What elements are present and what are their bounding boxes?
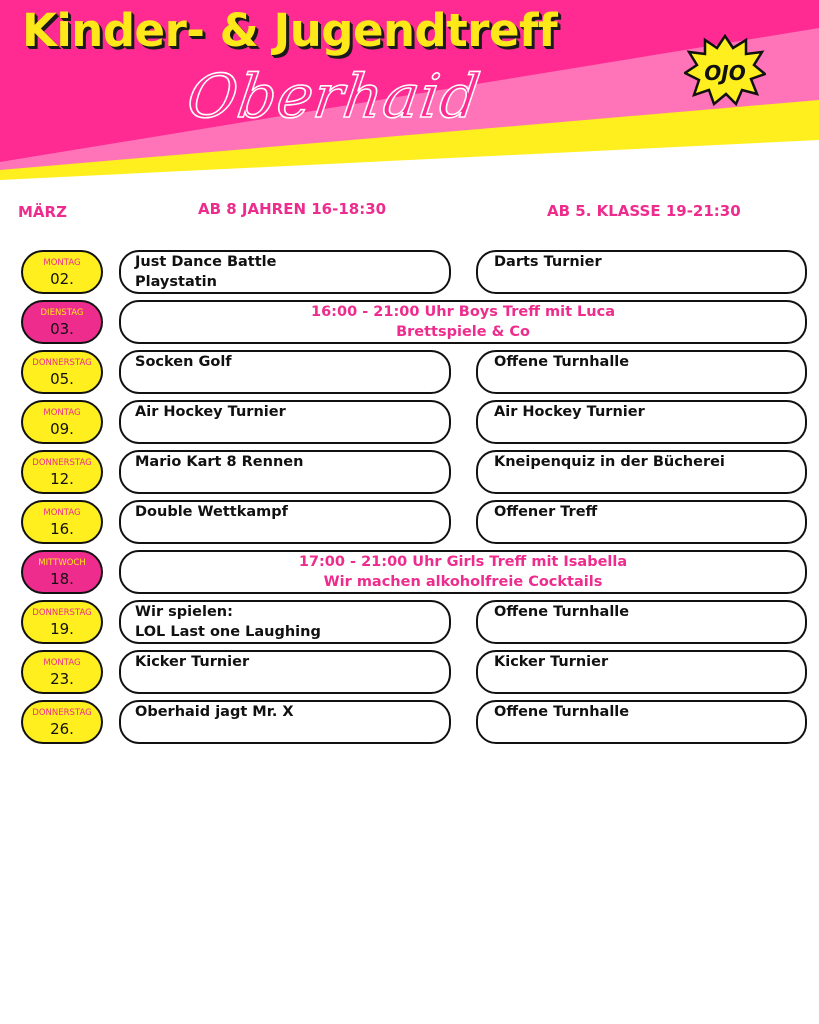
date-badge bbox=[21, 250, 103, 294]
event-text: Kicker Turnier bbox=[494, 654, 609, 670]
event-box-group2 bbox=[476, 250, 807, 294]
event-text: Offener Treff bbox=[494, 504, 598, 520]
event-box-group1 bbox=[119, 650, 451, 694]
event-text: Kicker Turnier bbox=[135, 654, 250, 670]
event-text: Brettspiele & Co bbox=[396, 324, 530, 340]
date-badge bbox=[21, 700, 103, 744]
event-text: 17:00 - 21:00 Uhr Girls Treff mit Isabella bbox=[298, 554, 628, 570]
event-text: Offene Turnhalle bbox=[494, 604, 630, 620]
weekday-label: MONTAG bbox=[43, 258, 81, 268]
date-number: 18. bbox=[50, 570, 74, 588]
date-number: 16. bbox=[50, 520, 74, 538]
event-text: Just Dance Battle bbox=[135, 254, 277, 270]
page-subtitle: Oberhaid bbox=[183, 62, 485, 132]
event-box-group1 bbox=[119, 350, 451, 394]
special-event-box bbox=[119, 550, 807, 594]
event-text: Kneipenquiz in der Bücherei bbox=[494, 454, 725, 470]
weekday-label: DONNERSTAG bbox=[32, 358, 92, 368]
event-box-group2 bbox=[476, 500, 807, 544]
date-number: 05. bbox=[50, 370, 74, 388]
event-box-group1 bbox=[119, 400, 451, 444]
event-box-group1 bbox=[119, 500, 451, 544]
date-number: 09. bbox=[50, 420, 74, 438]
event-text: Mario Kart 8 Rennen bbox=[135, 454, 304, 470]
event-text: Socken Golf bbox=[135, 354, 232, 370]
event-text: Darts Turnier bbox=[494, 254, 602, 270]
date-badge bbox=[21, 550, 103, 594]
ojo-logo bbox=[684, 34, 766, 106]
event-text: Wir spielen: bbox=[135, 604, 233, 620]
event-box-group2 bbox=[476, 350, 807, 394]
event-text: Wir machen alkoholfreie Cocktails bbox=[323, 574, 603, 590]
weekday-label: MONTAG bbox=[43, 408, 81, 418]
date-number: 23. bbox=[50, 670, 74, 688]
event-text: Offene Turnhalle bbox=[494, 704, 630, 720]
event-box-group2 bbox=[476, 600, 807, 644]
date-badge bbox=[21, 400, 103, 444]
date-badge bbox=[21, 650, 103, 694]
event-box-group2 bbox=[476, 450, 807, 494]
event-box-group1 bbox=[119, 600, 451, 644]
date-badge bbox=[21, 350, 103, 394]
weekday-label: DONNERSTAG bbox=[32, 608, 92, 618]
date-number: 12. bbox=[50, 470, 74, 488]
special-event-box bbox=[119, 300, 807, 344]
weekday-label: MONTAG bbox=[43, 658, 81, 668]
event-text: Double Wettkampf bbox=[135, 504, 288, 520]
column-header-group1: AB 8 JAHREN 16-18:30 bbox=[198, 200, 387, 218]
date-number: 26. bbox=[50, 720, 74, 738]
event-text: Air Hockey Turnier bbox=[135, 404, 286, 420]
ojo-logo-text: OJO bbox=[704, 61, 746, 85]
date-badge bbox=[21, 450, 103, 494]
event-text: LOL Last one Laughing bbox=[135, 624, 321, 640]
event-box-group1 bbox=[119, 250, 451, 294]
weekday-label: DONNERSTAG bbox=[32, 458, 92, 468]
date-badge bbox=[21, 300, 103, 344]
weekday-label: MITTWOCH bbox=[38, 558, 86, 568]
page-title: Kinder- & Jugendtreff bbox=[22, 4, 558, 57]
event-text: Air Hockey Turnier bbox=[494, 404, 645, 420]
column-header-group2: AB 5. KLASSE 19-21:30 bbox=[547, 202, 741, 220]
event-box-group1 bbox=[119, 700, 451, 744]
event-text: 16:00 - 21:00 Uhr Boys Treff mit Luca bbox=[311, 304, 615, 320]
event-text: Offene Turnhalle bbox=[494, 354, 630, 370]
weekday-label: MONTAG bbox=[43, 508, 81, 518]
date-badge bbox=[21, 500, 103, 544]
event-box-group1 bbox=[119, 450, 451, 494]
event-box-group2 bbox=[476, 650, 807, 694]
date-number: 03. bbox=[50, 320, 74, 338]
date-number: 19. bbox=[50, 620, 74, 638]
month-label: MÄRZ bbox=[18, 203, 67, 221]
date-badge bbox=[21, 600, 103, 644]
date-number: 02. bbox=[50, 270, 74, 288]
event-text: Oberhaid jagt Mr. X bbox=[135, 704, 294, 720]
event-text: Playstatin bbox=[135, 274, 217, 290]
weekday-label: DIENSTAG bbox=[40, 308, 84, 318]
weekday-label: DONNERSTAG bbox=[32, 708, 92, 718]
event-box-group2 bbox=[476, 700, 807, 744]
event-box-group2 bbox=[476, 400, 807, 444]
